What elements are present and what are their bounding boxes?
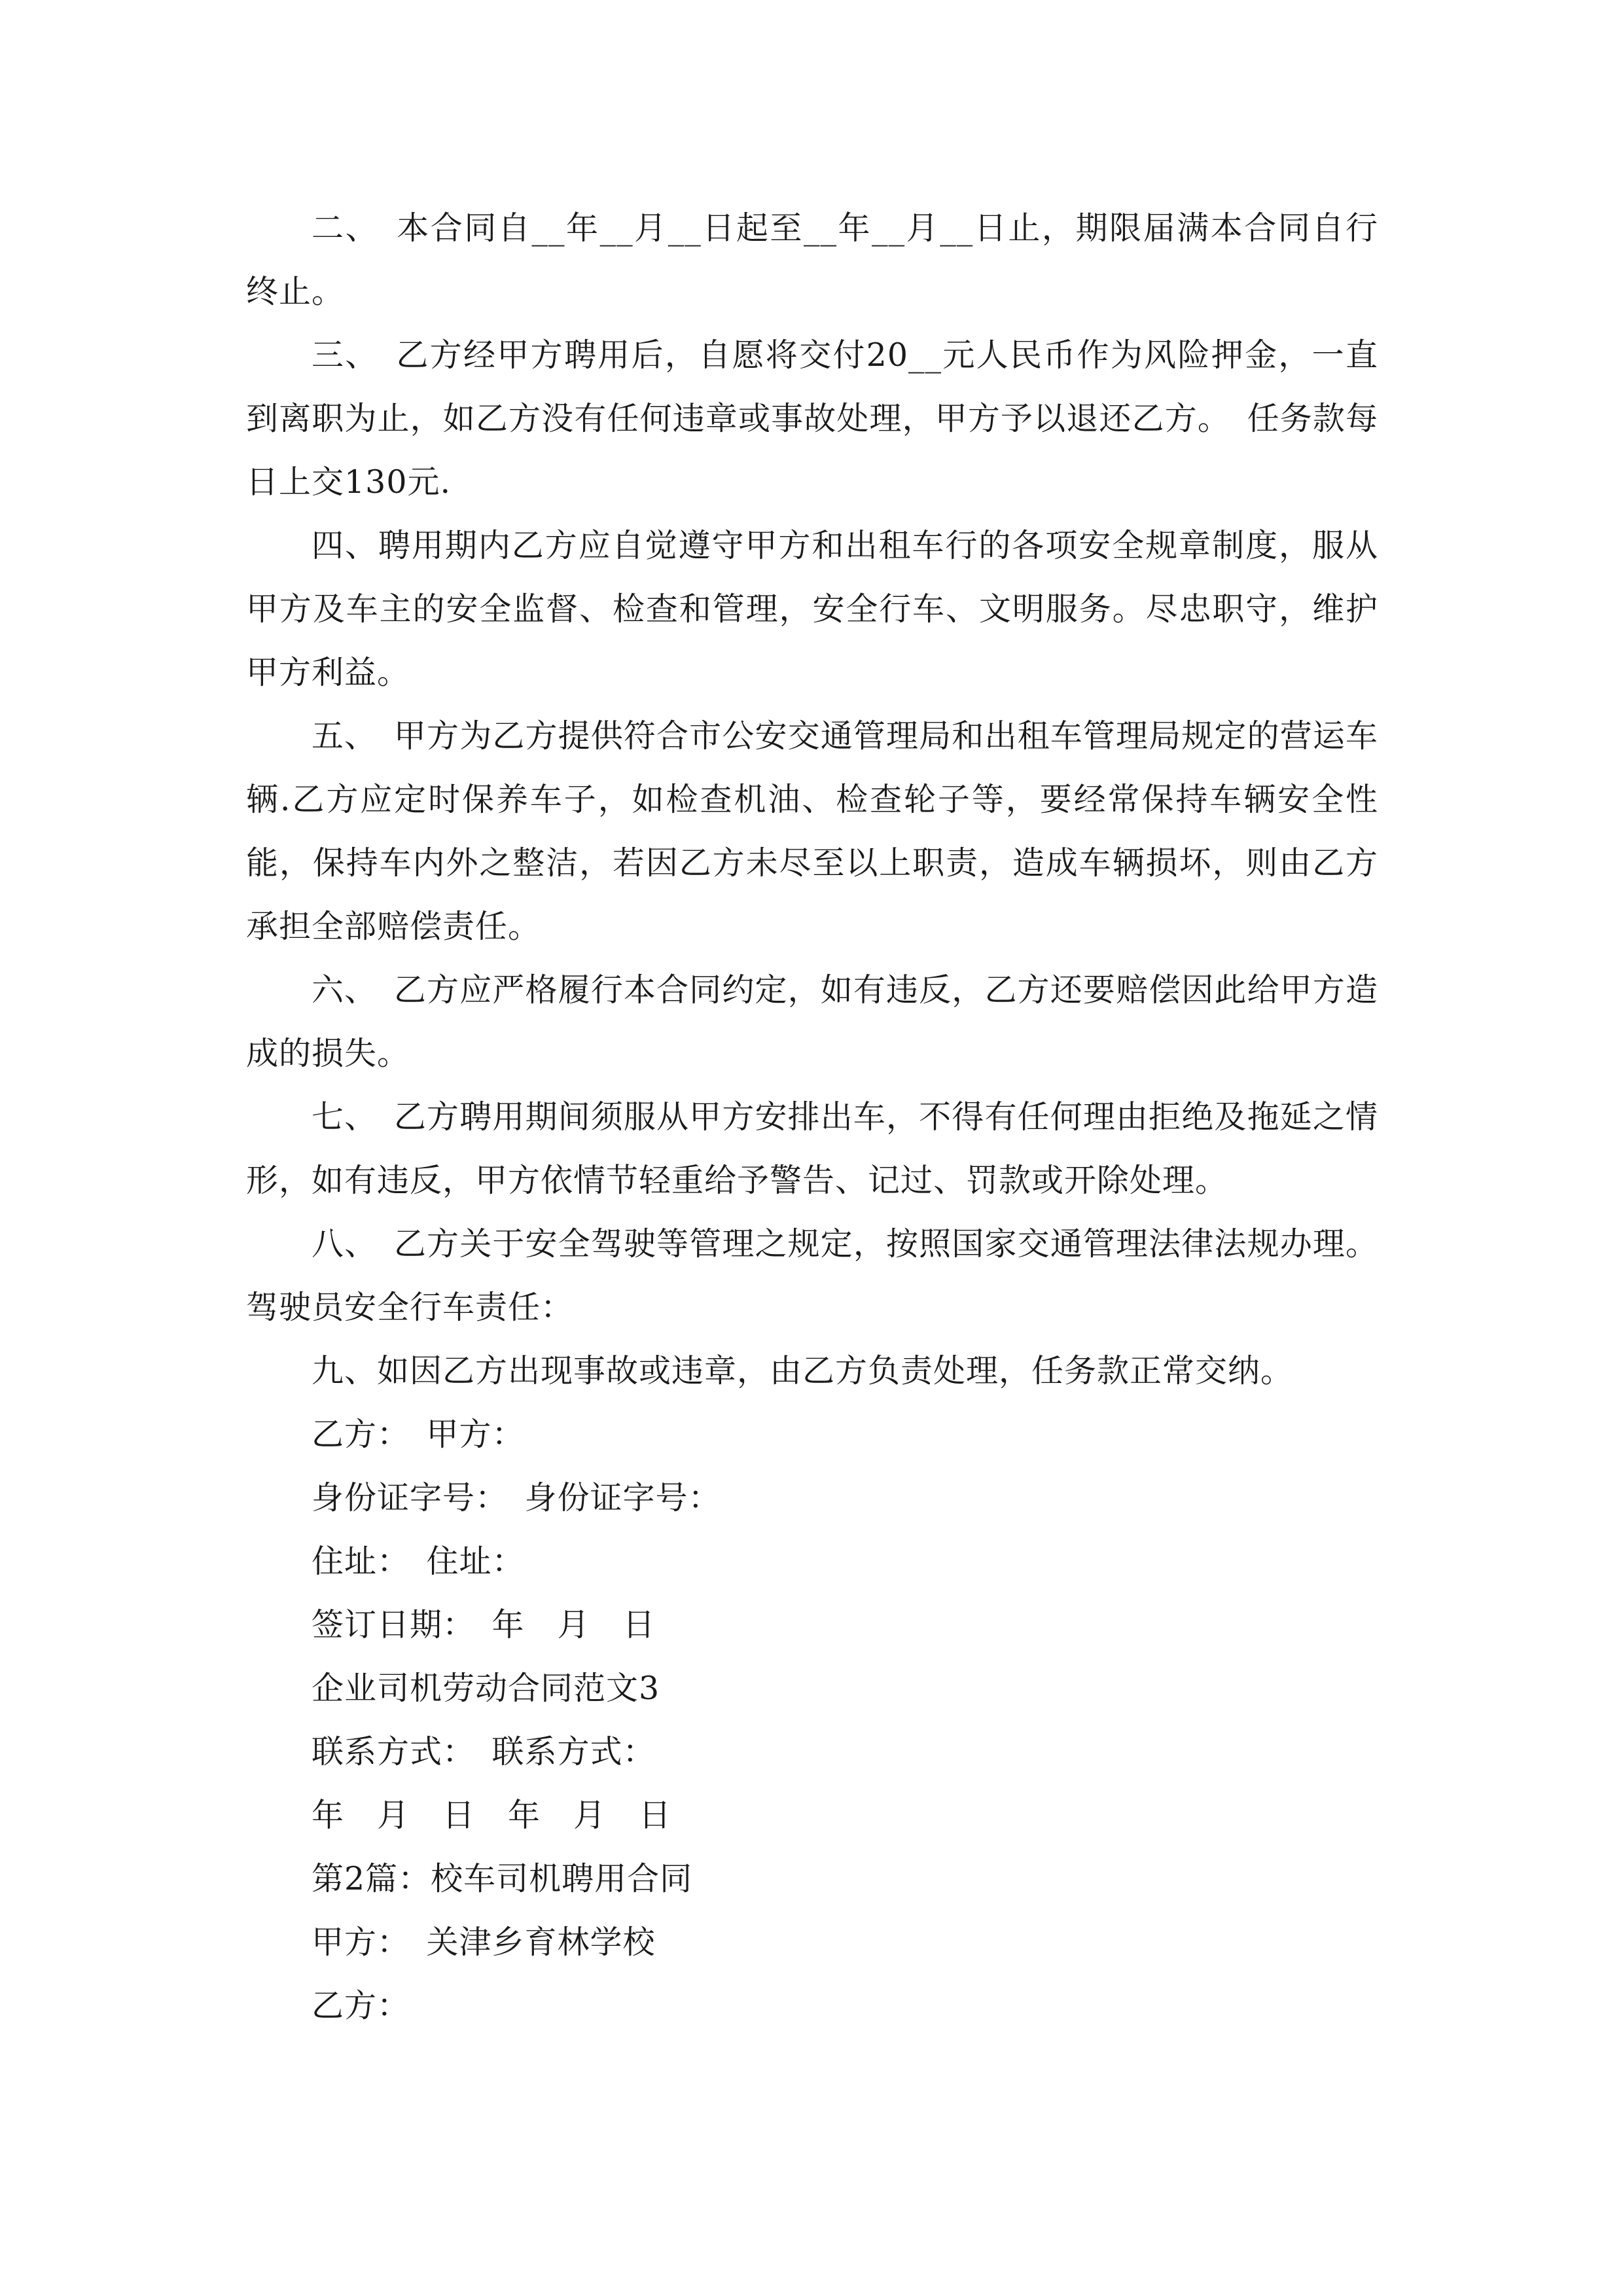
- clause-6: 六、 乙方应严格履行本合同约定，如有违反，乙方还要赔偿因此给甲方造成的损失。: [246, 971, 1378, 1072]
- contact-labels: 联系方式： 联系方式：: [312, 1733, 656, 1770]
- clause-8: 八、 乙方关于安全驾驶等管理之规定，按照国家交通管理法律法规办理。驾驶员安全行车责任：: [246, 1225, 1378, 1326]
- clause-9: 九、如因乙方出现事故或违章，由乙方负责处理，任务款正常交纳。: [312, 1352, 1294, 1390]
- id-number-labels: 身份证字号： 身份证字号：: [312, 1479, 721, 1516]
- party-b-line: 乙方：: [312, 1987, 410, 2024]
- party-labels: 乙方： 甲方：: [312, 1416, 525, 1453]
- date-fields: 年 月 日 年 月 日: [312, 1797, 672, 1834]
- chapter-title: 第2篇：校车司机聘用合同: [312, 1860, 693, 1897]
- clause-3: 三、 乙方经甲方聘用后，自愿将交付20__元人民币作为风险押金，一直到离职为止，如乙方没有任何违章或事故处理，甲方予以退还乙方。 任务款每日上交130元.: [246, 336, 1378, 501]
- clause-7: 七、 乙方聘用期间须服从甲方安排出车，不得有任何理由拒绝及拖延之情形，如有违反，甲方依情节轻重给予警告、记过、罚款或开除处理。: [246, 1098, 1378, 1199]
- document-body: [246, 196, 1378, 2037]
- signing-date-label: 签订日期： 年 月 日: [312, 1606, 656, 1643]
- address-labels: 住址： 住址：: [312, 1543, 525, 1580]
- clause-2: 二、 本合同自__年__月__日起至__年__月__日止，期限届满本合同自行终止。: [246, 209, 1378, 310]
- clause-5: 五、 甲方为乙方提供符合市公安交通管理局和出租车管理局规定的营运车辆.乙方应定时保养车子，如检查机油、检查轮子等，要经常保持车辆安全性能，保持车内外之整洁，若因乙方未尽至以上职责，造成车辆损坏，则由乙方承担全部赔偿责任。: [246, 717, 1378, 945]
- clause-4: 四、聘用期内乙方应自觉遵守甲方和出租车行的各项安全规章制度，服从甲方及车主的安全监督、检查和管理，安全行车、文明服务。尽忠职守，维护甲方利益。: [246, 527, 1378, 691]
- section-heading: 企业司机劳动合同范文3: [312, 1670, 660, 1707]
- party-a-line: 甲方： 关津乡育林学校: [312, 1924, 656, 1961]
